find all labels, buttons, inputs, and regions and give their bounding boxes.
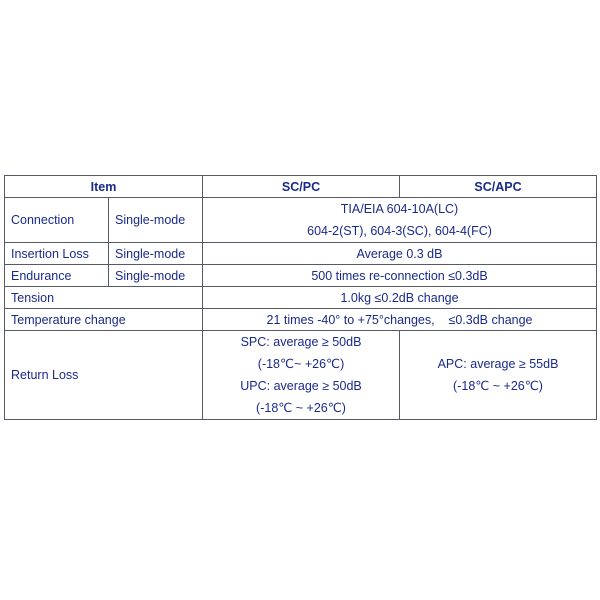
return-loss-apc-value [400, 331, 597, 420]
table-row-connection [5, 198, 597, 243]
return-loss-apc-temp: (-18℃ ~ +26℃) [453, 379, 543, 393]
connection-value-line1: TIA/EIA 604-10A(LC) [340, 202, 459, 216]
header-row [5, 176, 597, 198]
header-sc-pc: SC/PC [203, 176, 400, 198]
table-row-insertion-loss [5, 243, 597, 265]
return-loss-label: Return Loss [5, 331, 203, 420]
return-loss-upc: UPC: average ≥ 50dB [240, 379, 362, 393]
temperature-change-label: Temperature change [5, 309, 203, 331]
connection-value-line2: 604-2(ST), 604-3(SC), 604-4(FC) [307, 224, 492, 238]
connection-label: Connection [5, 198, 109, 243]
tension-label: Tension [5, 287, 203, 309]
insertion-loss-mode: Single-mode [109, 243, 203, 265]
table-row-endurance [5, 265, 597, 287]
connection-value [203, 198, 597, 243]
insertion-loss-label: Insertion Loss [5, 243, 109, 265]
spec-table [4, 175, 597, 420]
endurance-mode: Single-mode [109, 265, 203, 287]
table-row-tension [5, 287, 597, 309]
return-loss-pc-value [203, 331, 400, 420]
temperature-change-value: 21 times -40° to +75°changes, ≤0.3dB change [203, 309, 597, 331]
return-loss-spc-temp: (-18℃~ +26℃) [257, 357, 345, 371]
endurance-label: Endurance [5, 265, 109, 287]
return-loss-apc: APC: average ≥ 55dB [437, 357, 559, 371]
connection-mode: Single-mode [109, 198, 203, 243]
insertion-loss-value: Average 0.3 dB [203, 243, 597, 265]
header-item: Item [5, 176, 203, 198]
table-row-temperature-change [5, 309, 597, 331]
endurance-value: 500 times re-connection ≤0.3dB [203, 265, 597, 287]
return-loss-spc: SPC: average ≥ 50dB [240, 335, 362, 349]
table-row-return-loss [5, 331, 597, 420]
header-sc-apc: SC/APC [400, 176, 597, 198]
tension-value: 1.0kg ≤0.2dB change [203, 287, 597, 309]
return-loss-upc-temp: (-18℃ ~ +26℃) [256, 401, 346, 415]
